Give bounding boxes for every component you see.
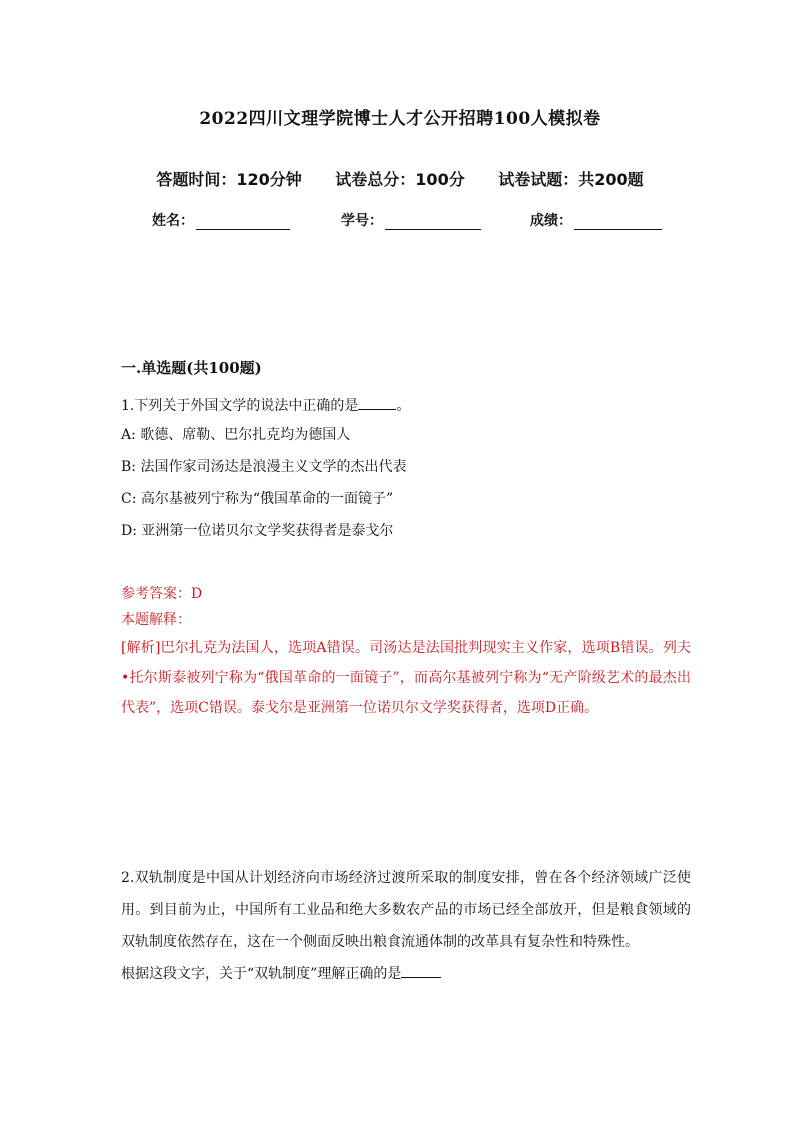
question-stem: 1.下列关于外国文学的说法中正确的是 。 bbox=[121, 393, 691, 419]
question-stem: 2.双轨制度是中国从计划经济向市场经济过渡所采取的制度安排，曾在各个经济领域广泛使用。到目前为止，中国所有工业品和绝大多数农产品的市场已经全部放开，但是粮食领域的双轨制度依然存在，这在一个侧面反映出粮食流通体制的改革具有复杂性和特殊性。 bbox=[121, 870, 691, 950]
exam-title: 2022四川文理学院博士人才公开招聘100人模拟卷 bbox=[199, 109, 601, 129]
id-blank[interactable] bbox=[385, 215, 481, 230]
exam-meta bbox=[0, 167, 800, 190]
score-blank[interactable] bbox=[574, 215, 662, 230]
name-label: 姓名： bbox=[152, 213, 194, 229]
question-1 bbox=[121, 393, 691, 547]
name-field[interactable] bbox=[152, 210, 290, 230]
option-b[interactable]: B: 法国作家司汤达是浪漫主义文学的杰出代表 bbox=[121, 459, 407, 475]
id-label: 学号： bbox=[341, 213, 383, 229]
score-field[interactable] bbox=[530, 210, 662, 230]
section-heading: 一.单选题(共100题) bbox=[121, 359, 262, 377]
name-blank[interactable] bbox=[196, 215, 290, 230]
option-a[interactable]: A: 歌德、席勒、巴尔扎克均为德国人 bbox=[121, 427, 351, 443]
answer-blank bbox=[401, 963, 441, 978]
exam-time: 答题时间：120分钟 bbox=[156, 170, 302, 189]
question-2 bbox=[121, 862, 691, 990]
total-questions: 试卷试题：共200题 bbox=[498, 170, 644, 189]
total-score: 试卷总分：100分 bbox=[335, 170, 465, 189]
option-d[interactable]: D: 亚洲第一位诺贝尔文学奖获得者是泰戈尔 bbox=[121, 523, 394, 539]
id-field[interactable] bbox=[341, 210, 481, 230]
analysis-text: [解析]巴尔扎克为法国人，选项A错误。司汤达是法国批判现实主义作家，选项B错误。列夫•托尔斯泰被列宁称为“俄国革命的一面镜子”，而高尔基被列宁称为“无产阶级艺术的最杰出代表”，选项C错误。泰戈尔是亚洲第一位诺贝尔文学奖获得者，选项D正确。 bbox=[121, 640, 691, 716]
answer-blank bbox=[358, 395, 396, 410]
reference-answer: 参考答案：D bbox=[121, 586, 203, 602]
analysis-label: 本题解释： bbox=[121, 612, 191, 628]
score-label: 成绩： bbox=[530, 213, 572, 229]
question-prompt: 根据这段文字，关于“双轨制度”理解正确的是 bbox=[121, 958, 691, 990]
option-c[interactable]: C: 高尔基被列宁称为“俄国革命的一面镜子” bbox=[121, 491, 394, 507]
question-1-answer bbox=[121, 581, 691, 723]
